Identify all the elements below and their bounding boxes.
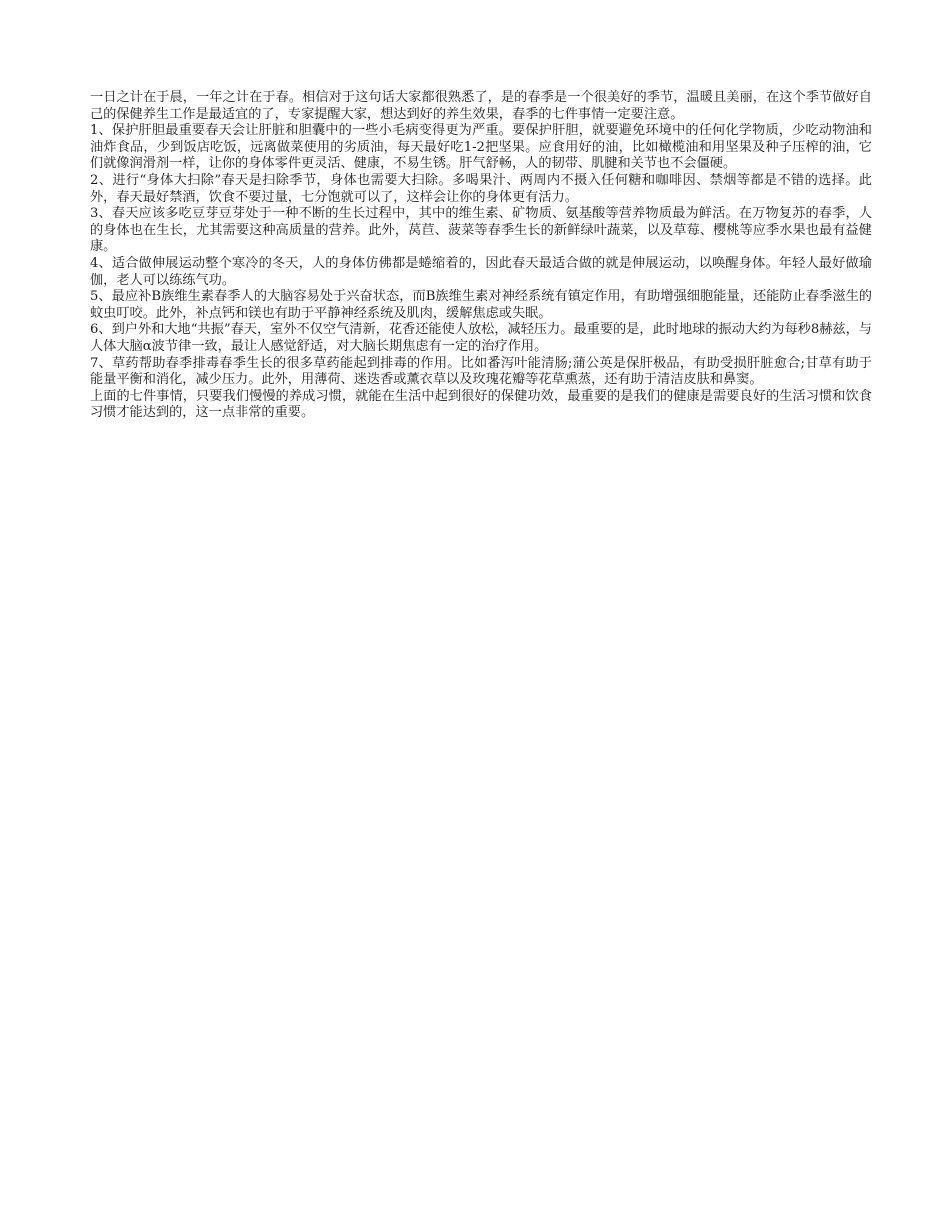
item-4-paragraph: 4、适合做伸展运动整个寒冷的冬天，人的身体仿佛都是蜷缩着的，因此春天最适合做的就是伸展运动，以唤醒身体。年轻人最好做瑜伽，老人可以练练气功。	[90, 255, 872, 288]
item-5-paragraph: 5、最应补B族维生素春季人的大脑容易处于兴奋状态，而B族维生素对神经系统有镇定作用，有助增强细胞能量，还能防止春季滋生的蚊虫叮咬。此外，补点钙和镁也有助于平静神经系统及肌肉，缓解焦虑或失眠。	[90, 289, 872, 321]
conclusion-paragraph: 上面的七件事情，只要我们慢慢的养成习惯，就能在生活中起到很好的保健功效，最重要的是我们的健康是需要良好的生活习惯和饮食习惯才能达到的，这一点非常的重要。	[90, 388, 872, 421]
item-2-paragraph: 2、进行“身体大扫除”春天是扫除季节，身体也需要大扫除。多喝果汁、两周内不摄入任何糖和咖啡因、禁烟等都是不错的选择。此外，春天最好禁酒，饮食不要过量，七分饱就可以了，这样会让你的身体更有活力。	[90, 172, 872, 205]
item-3-paragraph: 3、春天应该多吃豆芽豆芽处于一种不断的生长过程中，其中的维生素、矿物质、氨基酸等营养物质最为鲜活。在万物复苏的春季，人的身体也在生长，尤其需要这种高质量的营养。此外，莴苣、菠菜等春季生长的新鲜绿叶蔬菜，以及草莓、樱桃等应季水果也最有益健康。	[90, 206, 872, 255]
item-1-paragraph: 1、保护肝胆最重要春天会让肝脏和胆囊中的一些小毛病变得更为严重。要保护肝胆，就要避免环境中的任何化学物质，少吃动物油和油炸食品，少到饭店吃饭，远离做菜使用的劣质油，每天最好吃1-2把坚果。应食用好的油，比如橄榄油和用坚果及种子压榨的油，它们就像润滑剂一样，让你的身体零件更灵活、健康，不易生锈。肝气舒畅，人的韧带、肌腱和关节也不会僵硬。	[90, 123, 872, 172]
document-body	[90, 90, 872, 422]
intro-paragraph: 一日之计在于晨，一年之计在于春。相信对于这句话大家都很熟悉了，是的春季是一个很美好的季节，温暖且美丽，在这个季节做好自己的保健养生工作是最适宜的了，专家提醒大家，想达到好的养生效果，春季的七件事情一定要注意。	[90, 90, 872, 122]
item-6-paragraph: 6、到户外和大地“共振”春天，室外不仅空气清新，花香还能使人放松，减轻压力。最重要的是，此时地球的振动大约为每秒8赫兹，与人体大脑α波节律一致，最让人感觉舒适，对大脑长期焦虑有一定的治疗作用。	[90, 322, 872, 354]
item-7-paragraph: 7、草药帮助春季排毒春季生长的很多草药能起到排毒的作用。比如番泻叶能清肠;蒲公英是保肝极品，有助受损肝脏愈合;甘草有助于能量平衡和消化，减少压力。此外，用薄荷、迷迭香或薰衣草以及玫瑰花瓣等花草熏蒸，还有助于清洁皮肤和鼻窦。	[90, 355, 872, 388]
